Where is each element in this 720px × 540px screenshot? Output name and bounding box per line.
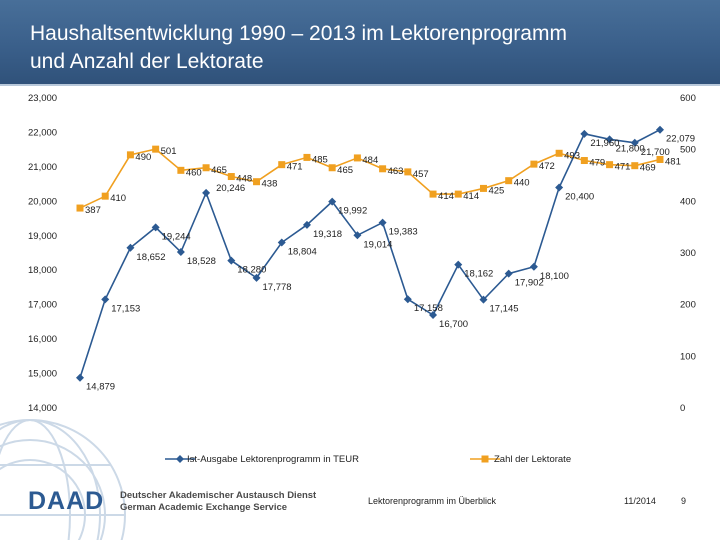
lektorate-point — [278, 161, 285, 168]
budget-data-label: 19,244 — [161, 231, 191, 243]
lektorate-data-label: 471 — [614, 161, 631, 173]
budget-data-label: 18,280 — [237, 264, 267, 276]
lektorate-point — [581, 157, 588, 164]
lektorate-data-label: 501 — [160, 146, 177, 158]
budget-data-label: 16,700 — [439, 319, 469, 330]
lektorate-point — [455, 191, 462, 198]
lektorate-point — [77, 205, 84, 212]
legend-budget-marker — [176, 455, 184, 463]
budget-data-label: 19,383 — [388, 226, 418, 238]
right-axis-tick-label: 0 — [680, 403, 686, 414]
budget-point — [202, 189, 210, 197]
lektorate-data-label: 463 — [387, 165, 404, 177]
left-axis-tick-label: 23,000 — [28, 93, 58, 104]
org-name-en: German Academic Exchange Service — [120, 502, 288, 513]
budget-data-label: 21,700 — [640, 146, 670, 158]
right-axis-tick-label: 200 — [680, 299, 696, 311]
budget-data-label: 18,100 — [539, 270, 569, 282]
legend-lektorate-label: Zahl der Lektorate — [494, 454, 572, 465]
lektorate-point — [530, 161, 537, 168]
budget-data-label: 18,804 — [287, 246, 317, 258]
right-axis-tick-label: 500 — [680, 144, 696, 156]
legend-budget-label: Ist-Ausgabe Lektorenprogramm in TEUR — [187, 454, 359, 465]
lektorate-point — [480, 185, 487, 192]
left-axis-tick-label: 21,000 — [28, 161, 58, 173]
lektorate-data-label: 425 — [488, 185, 505, 197]
budget-point — [379, 219, 387, 227]
lektorate-point — [102, 193, 109, 200]
lektorate-data-label: 438 — [261, 178, 278, 190]
lektorate-data-label: 469 — [639, 162, 656, 174]
budget-data-label: 18,162 — [464, 268, 494, 280]
title-line-1: Haushaltsentwicklung 1990 – 2013 im Lektorenprogramm — [30, 22, 567, 45]
budget-data-label: 17,153 — [111, 303, 141, 315]
budget-point — [555, 184, 563, 192]
org-name-de: Deutscher Akademischer Austausch Dienst — [120, 490, 317, 501]
lektorate-data-label: 484 — [362, 154, 379, 166]
lektorate-point — [177, 167, 184, 174]
lektorate-data-label: 410 — [110, 193, 127, 205]
budget-data-label: 17,145 — [489, 303, 519, 315]
lektorate-data-label: 465 — [211, 164, 227, 176]
lektorate-point — [228, 173, 235, 180]
lektorate-data-label: 485 — [311, 154, 328, 166]
lektorate-data-label: 414 — [463, 191, 480, 203]
budget-data-label: 19,992 — [338, 205, 368, 217]
lektorate-data-label: 440 — [513, 177, 530, 189]
lektorate-data-label: 457 — [412, 168, 429, 180]
lektorate-data-label: 472 — [538, 161, 555, 173]
budget-data-label: 19,014 — [363, 239, 393, 251]
right-axis-tick-label: 400 — [680, 196, 696, 208]
lektorate-data-label: 493 — [564, 150, 580, 162]
lektorate-point — [404, 168, 411, 175]
lektorate-data-label: 465 — [337, 164, 354, 176]
lektorate-point — [203, 164, 210, 171]
budget-point — [656, 126, 664, 134]
budget-data-label: 14,879 — [86, 381, 116, 393]
budget-data-label: 21,960 — [590, 137, 620, 149]
lektorate-point — [329, 164, 336, 171]
budget-point — [76, 374, 84, 382]
lektorate-point — [303, 154, 310, 161]
budget-data-label: 21,800 — [615, 143, 645, 155]
left-axis-tick-label: 14,000 — [28, 403, 58, 414]
budget-data-label: 18,528 — [186, 256, 216, 268]
footer-page-number: 9 — [681, 496, 687, 506]
lektorate-point — [127, 151, 134, 158]
lektorate-point — [606, 161, 613, 168]
budget-point — [530, 263, 538, 271]
lektorate-point — [253, 178, 260, 185]
budget-series-line — [80, 130, 660, 378]
budget-point — [101, 295, 109, 303]
left-axis-tick-label: 19,000 — [28, 230, 58, 242]
left-axis-tick-label: 22,000 — [28, 127, 58, 139]
lektorate-data-label: 460 — [185, 167, 202, 179]
lektorate-data-label: 448 — [236, 173, 253, 185]
right-axis-tick-label: 100 — [680, 351, 696, 363]
budget-point — [404, 295, 412, 303]
budget-data-label: 18,652 — [136, 251, 166, 263]
chart-data-labels — [85, 134, 695, 393]
lektorate-data-label: 471 — [286, 161, 303, 173]
left-axis-tick-label: 17,000 — [28, 299, 58, 311]
budget-data-label: 17,158 — [413, 303, 443, 315]
lektorate-point — [354, 154, 361, 161]
legend-lektorate-marker — [482, 456, 489, 463]
footer-center-text: Lektorenprogramm im Überblick — [368, 496, 497, 506]
budget-data-label: 17,778 — [262, 281, 292, 293]
budget-point — [580, 130, 588, 138]
left-axis-tick-label: 15,000 — [28, 368, 58, 380]
title-line-2: und Anzahl der Lektorate — [30, 50, 264, 73]
lektorate-point — [556, 150, 563, 157]
budget-data-label: 17,902 — [514, 277, 544, 289]
right-axis-tick-label: 600 — [680, 93, 696, 104]
lektorate-point — [152, 146, 159, 153]
left-axis-tick-label: 16,000 — [28, 334, 58, 346]
lektorate-data-label: 490 — [135, 151, 152, 163]
lektorate-data-label: 387 — [85, 205, 101, 217]
lektorate-point — [379, 165, 386, 172]
daad-logo: DAAD — [28, 487, 105, 515]
lektorate-point — [631, 162, 638, 169]
daad-organization-name — [120, 490, 316, 514]
left-axis-tick-label: 18,000 — [28, 265, 58, 277]
chart-legend — [165, 454, 571, 465]
left-axis-tick-label: 20,000 — [28, 196, 58, 208]
budget-data-label: 19,318 — [312, 228, 343, 240]
lektorate-data-label: 481 — [665, 156, 681, 168]
lektorate-point — [505, 177, 512, 184]
footer-date: 11/2014 — [624, 496, 656, 506]
budget-data-label: 20,246 — [216, 182, 246, 194]
budget-data-label: 22,079 — [666, 133, 696, 145]
lektorate-point — [430, 191, 437, 198]
lektorate-data-label: 479 — [589, 157, 606, 169]
budget-data-label: 20,400 — [565, 191, 595, 203]
lektorate-data-label: 414 — [438, 191, 454, 203]
right-axis-tick-label: 300 — [680, 248, 696, 259]
